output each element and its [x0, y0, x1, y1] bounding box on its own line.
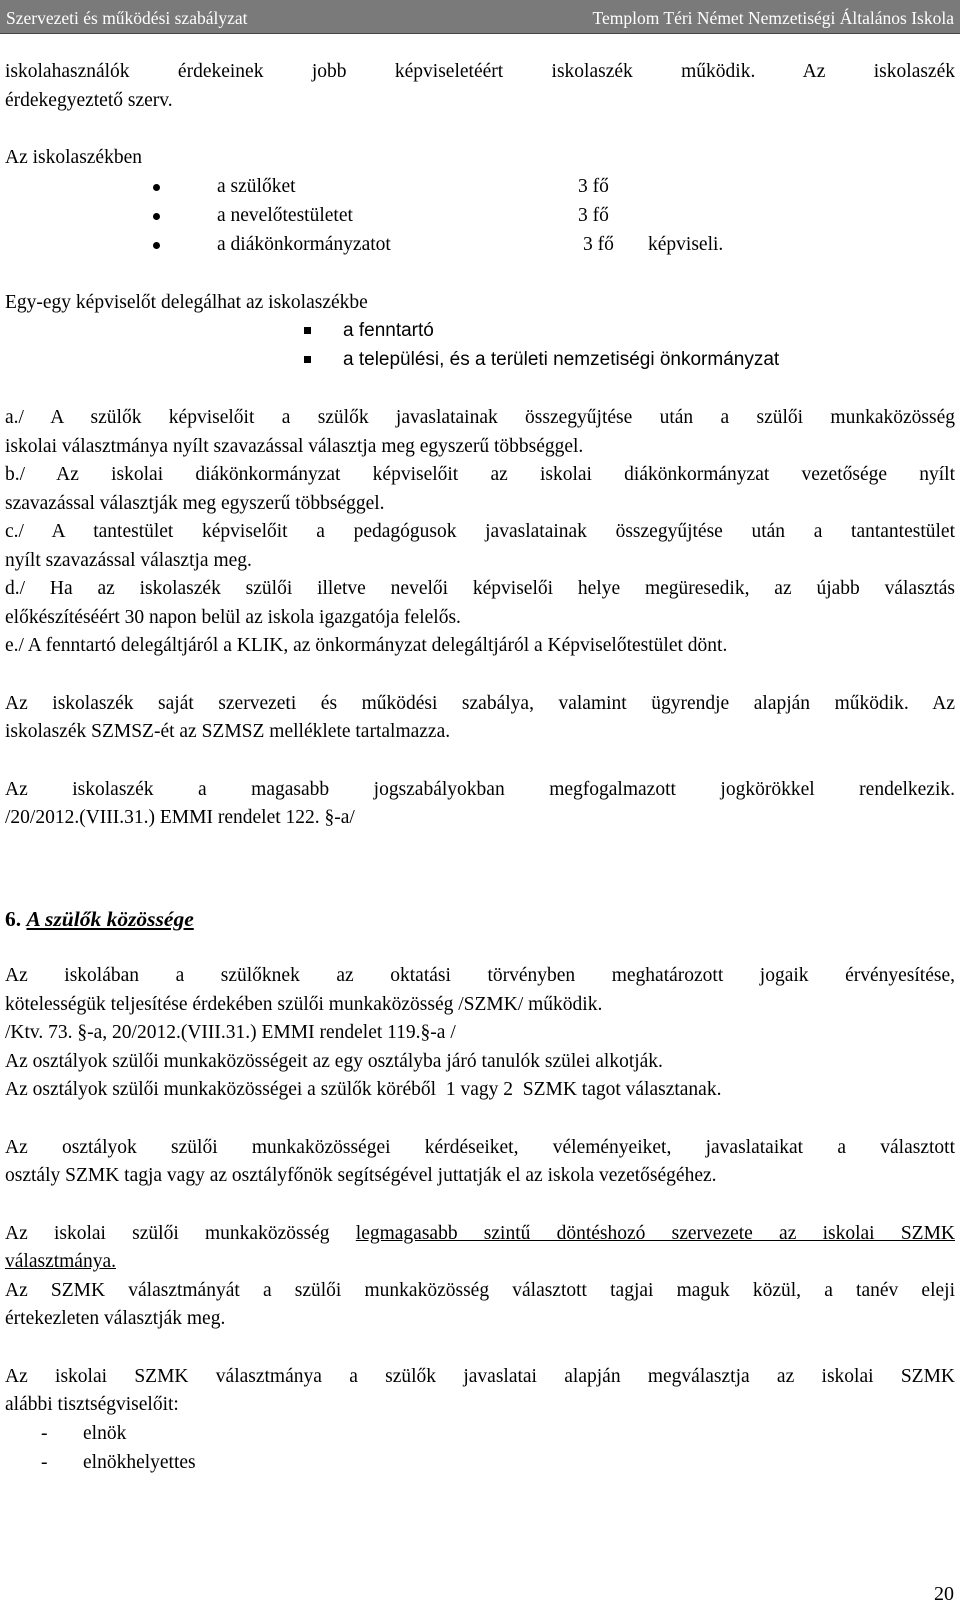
paragraph-line: Az iskolaszék a magasabb jogszabályokban megfogalmazott jogkörökkel rendelkezik. [5, 778, 955, 800]
page-body [5, 58, 955, 1478]
member-item [5, 231, 955, 260]
delegate-item [5, 346, 955, 375]
section-number: 6. [5, 906, 22, 931]
member-suffix: képviseli. [648, 233, 724, 255]
member-count: 3 fő [583, 233, 614, 255]
text-run: Az iskolai szülői munkaközösség [5, 1222, 356, 1244]
paragraph-line: Az SZMK választmányát a szülői munkaközösség választott tagjai maguk közül, a tanév eleji [5, 1279, 955, 1301]
officer-item [5, 1449, 955, 1478]
paragraph-line: Az osztályok szülői munkaközösségei a szülők köréből 1 vagy 2 SZMK tagot választanak. [5, 1079, 722, 1100]
paragraph-line [5, 1248, 955, 1277]
member-count: 3 fő [578, 175, 609, 197]
rule-e-line: e./ A fenntartó delegáltjáról a KLIK, az önkormányzat delegáltjáról a Képviselőtestület dönt. [5, 635, 728, 656]
officer-name: elnök [83, 1422, 127, 1444]
dash-bullet: - [41, 1451, 48, 1473]
paragraph-line: Az osztályok szülői munkaközösségei kérdéseiket, véleményeiket, javaslataikat a választott [5, 1136, 955, 1158]
bullet-dot-icon [153, 184, 160, 191]
page-number: 20 [934, 1583, 954, 1605]
delegate-name: a települési, és a területi nemzetiségi önkormányzat [343, 349, 780, 370]
paragraph-line: alábbi tisztségviselőit: [5, 1394, 179, 1415]
header-divider [0, 33, 960, 34]
bullet-dot-icon [153, 213, 160, 220]
dash-bullet: - [41, 1422, 48, 1444]
member-item [5, 173, 955, 202]
member-count: 3 fő [578, 204, 609, 226]
paragraph-line: iskolahasználók érdekeinek jobb képviseletéért iskolaszék működik. Az iskolaszék [5, 61, 955, 82]
paragraph-line: értekezleten választják meg. [5, 1308, 226, 1329]
rule-a-line: iskolai választmánya nyílt szavazással választja meg egyszerű többséggel. [5, 435, 584, 457]
rule-c-line: c./ A tantestület képviselőit a pedagógusok javaslatainak összegyűjtése után a tantantestület [5, 521, 955, 542]
member-name: a diákönkormányzatot [217, 233, 391, 255]
delegate-name: a fenntartó [343, 320, 434, 341]
members-intro: Az iskolaszékben [5, 147, 142, 168]
rule-c-line: nyílt szavazással választja meg. [5, 549, 252, 571]
paragraph-line: iskolaszék SZMSZ-ét az SZMSZ melléklete tartalmazza. [5, 721, 451, 742]
header-document-title: Szervezeti és működési szabályzat [6, 8, 248, 28]
paragraph-line: osztály SZMK tagja vagy az osztályfőnök segítségével juttatják el az iskola vezetőségéhez. [5, 1165, 717, 1186]
paragraph-line: /Ktv. 73. §-a, 20/2012.(VIII.31.) EMMI rendelet 119.§-a / [5, 1022, 456, 1043]
paragraph-line: kötelességük teljesítése érdekében szülői munkaközösség /SZMK/ működik. [5, 993, 603, 1015]
header-school-name: Templom Téri Német Nemzetiségi Általános Iskola [592, 8, 954, 28]
underlined-text: választmánya. [5, 1251, 116, 1272]
paragraph-line: érdekegyeztető szerv. [5, 89, 173, 111]
square-bullet-icon [304, 327, 311, 334]
section-title: A szülők közössége [26, 906, 194, 931]
bullet-dot-icon [153, 242, 160, 249]
member-item [5, 202, 955, 231]
paragraph-line: Az iskolaszék saját szervezeti és működési szabálya, valamint ügyrendje alapján működik. Az [5, 692, 955, 714]
rule-d-line: előkészítéséért 30 napon belül az iskola igazgatója felelős. [5, 606, 461, 628]
member-name: a szülőket [217, 175, 296, 197]
paragraph-line: Az iskolai SZMK választmánya a szülők javaslatai alapján megválasztja az iskolai SZMK [5, 1365, 955, 1387]
rule-d-line: d./ Ha az iskolaszék szülői illetve nevelői képviselői helye megüresedik, az újabb választás [5, 578, 955, 599]
paragraph-line: Az osztályok szülői munkaközösségeit az egy osztályba járó tanulók szülei alkotják. [5, 1050, 663, 1072]
rule-a-line: a./ A szülők képviselőit a szülők javaslatainak összegyűjtése után a szülői munkaközösség [5, 407, 955, 428]
rule-b-line: b./ Az iskolai diákönkormányzat képviselőit az iskolai diákönkormányzat vezetősége nyílt [5, 464, 955, 485]
paragraph-line [5, 1220, 955, 1249]
officer-name: elnökhelyettes [83, 1451, 196, 1473]
delegates-intro: Egy-egy képviselőt delegálhat az iskolaszékbe [5, 291, 368, 313]
member-name: a nevelőtestületet [217, 204, 353, 226]
officer-item [5, 1420, 955, 1449]
square-bullet-icon [304, 356, 311, 363]
delegate-item [5, 317, 955, 346]
rule-b-line: szavazással választják meg egyszerű többséggel. [5, 492, 385, 514]
underlined-text: legmagasabb szintű döntéshozó szervezete az iskolai SZMK [355, 1222, 955, 1244]
section-heading [5, 905, 955, 934]
paragraph-line: Az iskolában a szülőknek az oktatási törvényben meghatározott jogaik érvényesítése, [5, 965, 955, 986]
page-header [0, 0, 960, 33]
paragraph-line: /20/2012.(VIII.31.) EMMI rendelet 122. §-a/ [5, 807, 355, 828]
